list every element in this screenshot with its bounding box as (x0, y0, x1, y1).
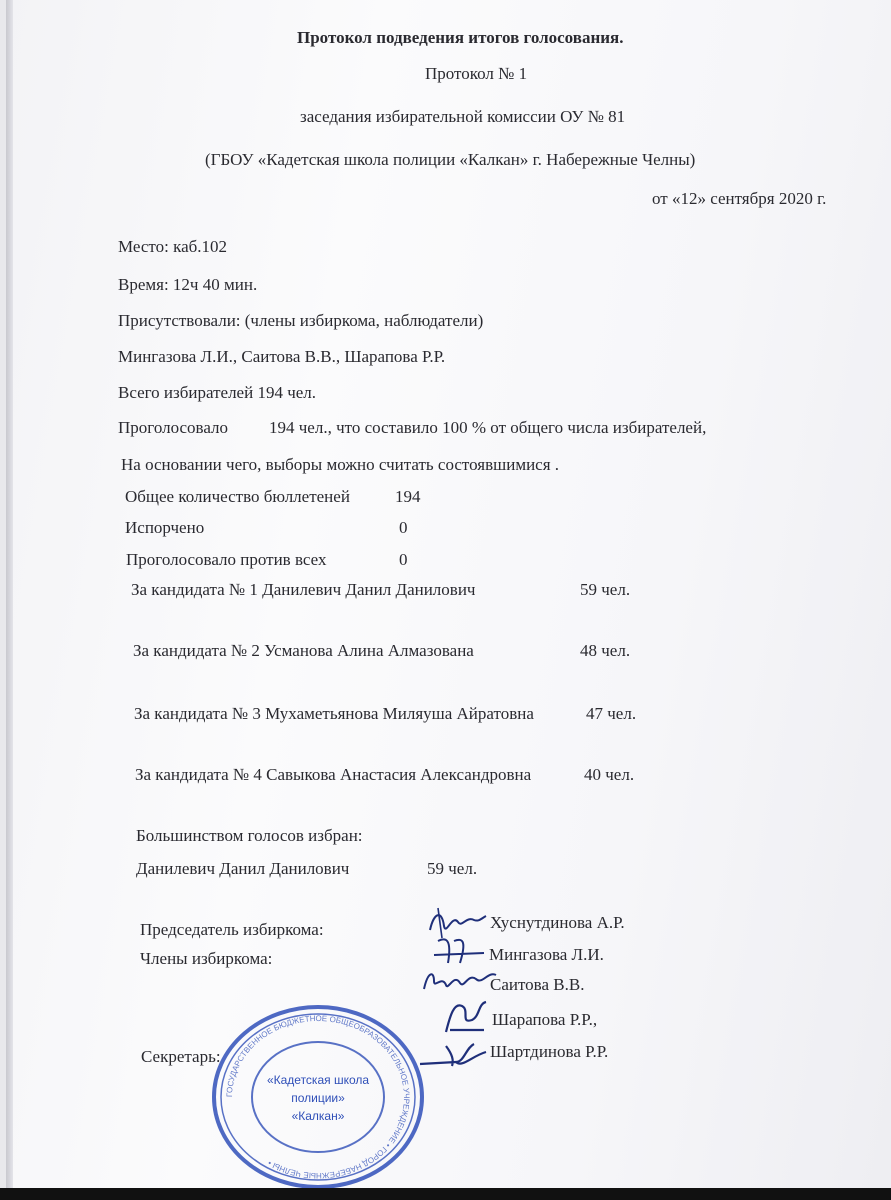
ballots-against-label: Проголосовало против всех (126, 550, 327, 569)
signature-2 (430, 933, 488, 969)
signatory-name-4: Шарапова Р.Р., (492, 1010, 598, 1029)
stamp-line-2: полиции» (291, 1091, 345, 1105)
winner-name: Данилевич Данил Данилович (136, 859, 350, 878)
signatory-name-3: Саитова В.В. (490, 975, 585, 994)
ballots-total-label: Общее количество бюллетеней (125, 487, 350, 506)
total-voters: Всего избирателей 194 чел. (118, 383, 317, 402)
valid-text: На основании чего, выборы можно считать состоявшимися . (121, 455, 560, 474)
chair-label: Председатель избиркома: (140, 920, 324, 939)
place-line: Место: каб.102 (118, 237, 228, 256)
candidate-4-label: За кандидата № 4 Савыкова Анастасия Александровна (135, 765, 532, 784)
secretary-label: Секретарь: (141, 1047, 221, 1066)
winner-votes: 59 чел. (427, 859, 478, 878)
candidate-1-votes: 59 чел. (580, 580, 631, 599)
photo-bottom-border (0, 1188, 891, 1200)
document-title: Протокол подведения итогов голосования. (297, 28, 624, 47)
time-line: Время: 12ч 40 мин. (118, 275, 258, 294)
stamp-ring-text: ГОСУДАРСТВЕННОЕ БЮДЖЕТНОЕ ОБЩЕОБРАЗОВАТЕЛЬНОЕ УЧРЕЖДЕНИЕ • ГОРОД НАБЕРЕЖНЫЕ ЧЕЛНЫ • (224, 1013, 412, 1181)
members-label: Члены избиркома: (140, 949, 273, 968)
school-line: (ГБОУ «Кадетская школа полиции «Калкан» г. Набережные Челны) (205, 150, 696, 169)
candidate-3-votes: 47 чел. (586, 704, 637, 723)
signature-4 (440, 996, 490, 1038)
voted-label: Проголосовало (118, 418, 229, 437)
document-page (6, 0, 891, 1188)
date-line: от «12» сентября 2020 г. (652, 189, 827, 208)
candidate-2-label: За кандидата № 2 Усманова Алина Алмазована (133, 641, 474, 660)
signature-5 (416, 1034, 492, 1074)
candidate-3-label: За кандидата № 3 Мухаметьянова Миляуша Айратовна (134, 704, 534, 723)
official-stamp (209, 1003, 427, 1188)
stamp-line-3: «Калкан» (291, 1109, 345, 1123)
present-label: Присутствовали: (члены избиркома, наблюдатели) (118, 311, 484, 330)
voted-text: 194 чел., что составило 100 % от общего числа избирателей, (269, 418, 707, 437)
protocol-number: Протокол № 1 (425, 64, 528, 83)
signatory-name-5: Шартдинова Р.Р. (490, 1042, 609, 1061)
result-label: Большинством голосов избран: (136, 826, 363, 845)
ballots-spoiled-label: Испорчено (125, 518, 205, 537)
candidate-2-votes: 48 чел. (580, 641, 631, 660)
ballots-against-value: 0 (399, 550, 408, 569)
ballots-total-value: 194 (395, 487, 421, 506)
ballots-spoiled-value: 0 (399, 518, 408, 537)
signature-3 (420, 965, 500, 999)
stamp-line-1: «Кадетская школа (266, 1073, 370, 1087)
signatory-name-1: Хуснутдинова А.Р. (490, 913, 625, 932)
page-edge-shadow (6, 0, 13, 1188)
signatory-name-2: Мингазова Л.И. (489, 945, 604, 964)
present-names: Мингазова Л.И., Саитова В.В., Шарапова Р.Р. (118, 347, 446, 366)
meeting-line: заседания избирательной комиссии ОУ № 81 (300, 107, 626, 126)
candidate-4-votes: 40 чел. (584, 765, 635, 784)
candidate-1-label: За кандидата № 1 Данилевич Данил Данилович (131, 580, 476, 599)
